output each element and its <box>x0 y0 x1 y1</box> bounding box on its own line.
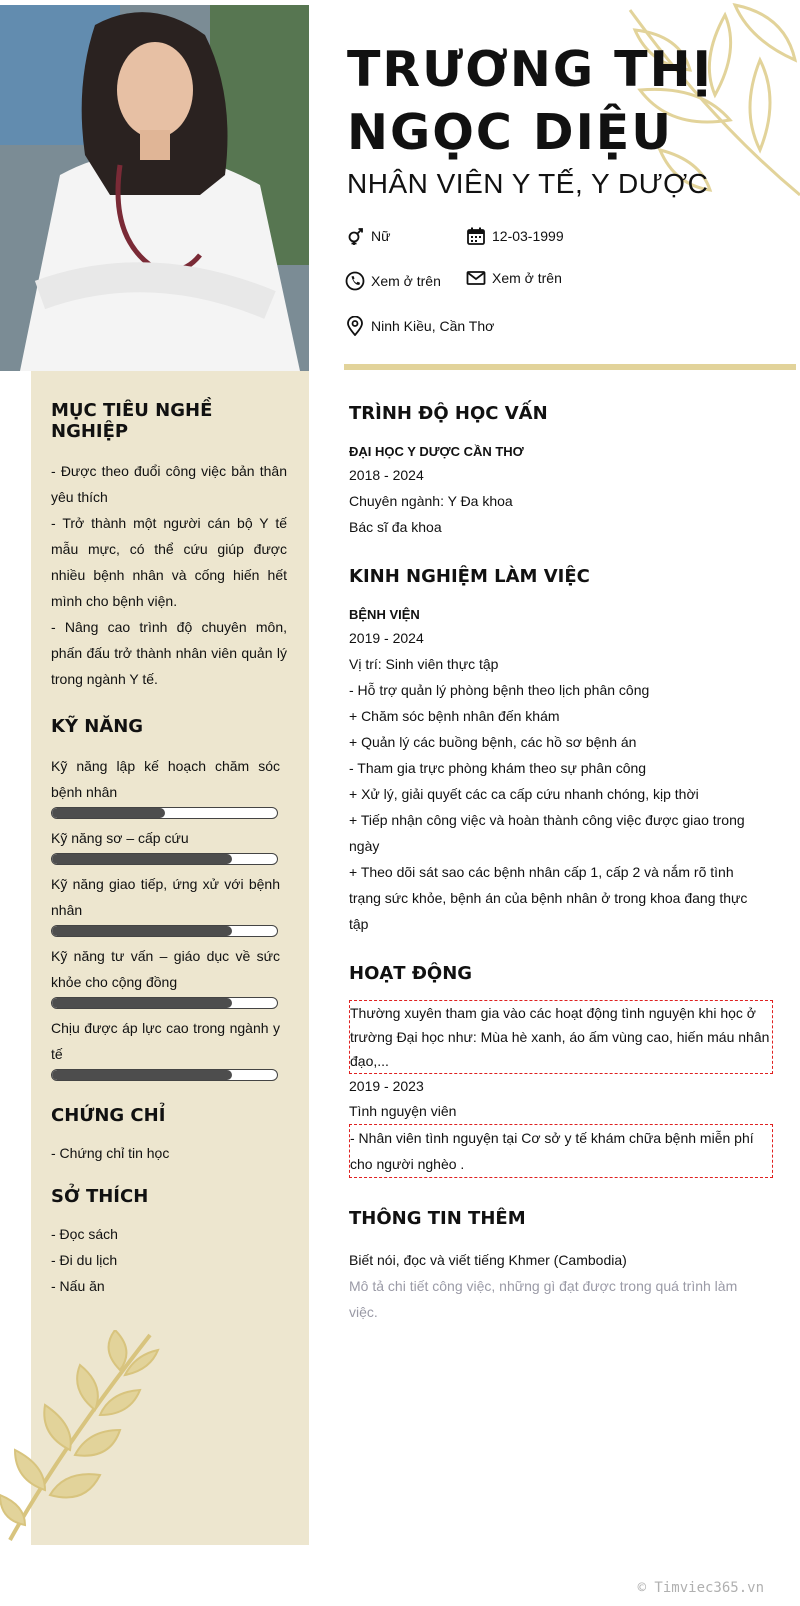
phone-info <box>345 271 441 291</box>
name-line-1: TRƯƠNG THỊ <box>347 41 713 98</box>
experience-line: + Theo dõi sát sao các bệnh nhân cấp 1, cấp 2 và nắm rõ tình trạng sức khỏe, bệnh án của bệnh nhân ở trong khoa đang thực tập <box>349 864 748 932</box>
experience-entry <box>349 605 769 937</box>
skill-progress-fill <box>52 854 232 864</box>
experience-line: + Quản lý các buồng bệnh, các hồ sơ bệnh án <box>349 734 637 750</box>
activity-detail[interactable]: - Nhân viên tình nguyện tại Cơ sở y tế khám chữa bệnh miễn phí cho người nghèo . <box>349 1124 773 1178</box>
candidate-name <box>347 38 713 164</box>
experience-line: - Hỗ trợ quản lý phòng bệnh theo lịch phân công <box>349 682 650 698</box>
skill-progress-fill <box>52 998 232 1008</box>
skill-item <box>51 943 287 1009</box>
footer-watermark: © Timviec365.vn <box>637 1580 764 1596</box>
address-value: Ninh Kiều, Cần Thơ <box>371 318 495 334</box>
activities-entry <box>349 1000 769 1178</box>
experience-period: 2019 - 2024 <box>349 630 424 646</box>
skill-progress-bar <box>51 925 278 937</box>
skill-item <box>51 871 287 937</box>
job-title: NHÂN VIÊN Y TẾ, Y DƯỢC <box>347 168 709 199</box>
phone-icon <box>345 271 365 291</box>
calendar-icon <box>466 226 486 246</box>
additional-heading: THÔNG TIN THÊM <box>349 1208 526 1229</box>
education-major: Chuyên ngành: Y Đa khoa <box>349 493 513 509</box>
objective-heading: MỤC TIÊU NGHỀ NGHIỆP <box>51 400 213 442</box>
sidebar-content <box>51 400 287 1299</box>
activity-period: 2019 - 2023 <box>349 1078 424 1094</box>
leaf-decoration-icon <box>0 1330 160 1550</box>
email-info <box>466 268 562 288</box>
hobby-item: - Đi du lịch <box>51 1252 118 1268</box>
hobby-item: - Nấu ăn <box>51 1278 105 1294</box>
certificates-heading: CHỨNG CHỈ <box>51 1105 166 1126</box>
experience-heading: KINH NGHIỆM LÀM VIỆC <box>349 566 590 587</box>
name-line-2: NGỌC DIỆU <box>347 104 674 161</box>
birthdate-value: 12-03-1999 <box>492 228 564 244</box>
skill-progress-bar <box>51 997 278 1009</box>
skills-list <box>51 753 287 1081</box>
main-content <box>349 403 769 1325</box>
address-info <box>345 316 494 336</box>
skill-label: Kỹ năng sơ – cấp cứu <box>51 830 189 846</box>
birthdate-info <box>466 226 564 246</box>
skill-progress-fill <box>52 1070 232 1080</box>
skill-item <box>51 825 287 865</box>
objective-line: - Nâng cao trình độ chuyên môn, phấn đấu trở thành nhân viên quản lý trong ngành Y tế. <box>51 619 287 687</box>
skills-heading: KỸ NĂNG <box>51 716 144 737</box>
additional-placeholder[interactable]: Mô tả chi tiết công việc, những gì đạt được trong quá trình làm việc. <box>349 1278 738 1320</box>
hobby-item: - Đọc sách <box>51 1226 118 1242</box>
skill-label: Chịu được áp lực cao trong ngành y tế <box>51 1020 280 1062</box>
hobbies-list <box>51 1221 287 1299</box>
objective-line: - Trở thành một người cán bộ Y tế mẫu mực, có thể cứu giúp được nhiều bệnh nhân và cống hiến hết mình cho bệnh viện. <box>51 515 287 609</box>
header-divider <box>344 364 796 370</box>
skill-progress-bar <box>51 853 278 865</box>
activities-heading: HOẠT ĐỘNG <box>349 963 473 984</box>
skill-progress-bar <box>51 807 278 819</box>
skill-progress-fill <box>52 808 165 818</box>
mail-icon <box>466 268 486 288</box>
profile-photo <box>0 5 309 371</box>
phone-value: Xem ở trên <box>371 273 441 289</box>
activity-role: Tình nguyện viên <box>349 1103 457 1119</box>
email-value: Xem ở trên <box>492 270 562 286</box>
skill-label: Kỹ năng lập kế hoạch chăm sóc bệnh nhân <box>51 758 280 800</box>
education-degree: Bác sĩ đa khoa <box>349 519 442 535</box>
gender-icon <box>345 226 365 246</box>
experience-line: + Chăm sóc bệnh nhân đến khám <box>349 708 560 724</box>
gender-value: Nữ <box>371 228 391 244</box>
hobbies-heading: SỞ THÍCH <box>51 1186 149 1207</box>
location-pin-icon <box>345 316 365 336</box>
experience-line: - Tham gia trực phòng khám theo sự phân công <box>349 760 647 776</box>
experience-position: Vị trí: Sinh viên thực tập <box>349 656 499 672</box>
skill-progress-bar <box>51 1069 278 1081</box>
objective-line: - Được theo đuổi công việc bản thân yêu thích <box>51 463 287 505</box>
skill-label: Kỹ năng tư vấn – giáo dục về sức khỏe cho cộng đồng <box>51 948 280 990</box>
company-name: BỆNH VIỆN <box>349 607 420 622</box>
gender-info <box>345 226 390 246</box>
skill-label: Kỹ năng giao tiếp, ứng xử với bệnh nhân <box>51 876 280 918</box>
skill-item <box>51 1015 287 1081</box>
education-period: 2018 - 2024 <box>349 467 424 483</box>
education-entry <box>349 442 769 540</box>
certificate-item: - Chứng chỉ tin học <box>51 1145 170 1161</box>
activity-intro[interactable]: Thường xuyên tham gia vào các hoạt động tình nguyện khi học ở trường Đại học như: Mùa hè xanh, áo ấm vùng cao, hiến máu nhân đạo,... <box>349 1000 773 1074</box>
skill-item <box>51 753 287 819</box>
skill-progress-fill <box>52 926 232 936</box>
experience-line: + Xử lý, giải quyết các ca cấp cứu nhanh chóng, kịp thời <box>349 786 699 802</box>
school-name: ĐẠI HỌC Y DƯỢC CẦN THƠ <box>349 444 524 459</box>
education-heading: TRÌNH ĐỘ HỌC VẤN <box>349 403 548 424</box>
additional-line: Biết nói, đọc và viết tiếng Khmer (Cambodia) <box>349 1252 627 1268</box>
additional-entry <box>349 1247 769 1325</box>
experience-line: + Tiếp nhận công việc và hoàn thành công việc được giao trong ngày <box>349 812 745 854</box>
objective-text <box>51 458 287 692</box>
